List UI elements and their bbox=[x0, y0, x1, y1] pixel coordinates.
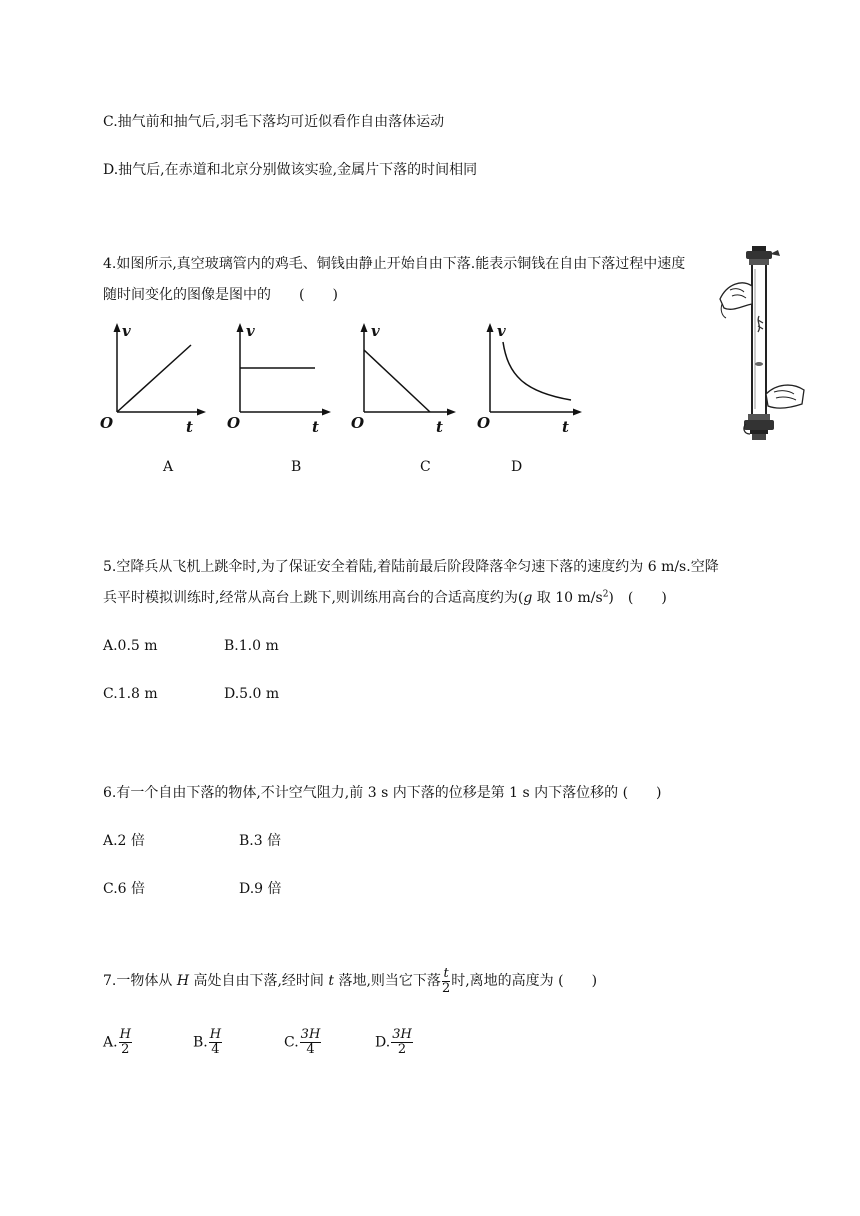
q5-line2-text-c: ) ( ) bbox=[608, 590, 667, 606]
q5-line2-text-a: 兵平时模拟训练时,经常从高台上跳下,则训练用高台的合适高度约为( bbox=[103, 590, 524, 606]
graph-c-t-label: t bbox=[436, 418, 443, 435]
q7-text-4: 时,离地的高度为 ( ) bbox=[451, 973, 598, 989]
q5-stem-line2 bbox=[103, 587, 667, 607]
graph-d-t-label: t bbox=[562, 418, 569, 435]
q7-text-1: 7.一物体从 bbox=[103, 973, 177, 989]
q5-option-b: B.1.0 m bbox=[224, 638, 279, 654]
graph-a-v-label: v bbox=[122, 322, 131, 340]
q7-option-b: B. $\frac{H}{4}$ bbox=[193, 1027, 222, 1057]
q5-line2-text-b: 取 10 m/s bbox=[532, 590, 603, 606]
q6-stem: 6.有一个自由下落的物体,不计空气阻力,前 3 s 内下落的位移是第 1 s 内下落位移的 ( ) bbox=[103, 785, 662, 801]
graph-c-curve bbox=[364, 350, 430, 412]
graph-label-d: D bbox=[511, 459, 523, 475]
q7-t-symbol: t bbox=[328, 973, 335, 989]
q7-option-a: A. $\frac{H}{2}$ bbox=[103, 1027, 131, 1057]
q6-option-b: B.3 倍 bbox=[239, 833, 282, 849]
q7-option-c: C. $\frac{3H}{4}$ bbox=[284, 1027, 321, 1057]
graph-c-origin-label: O bbox=[351, 414, 365, 432]
q7-fraction-t-over-2: $\frac{t}{2}$ bbox=[441, 965, 451, 996]
graph-a-curve bbox=[117, 345, 191, 412]
q4-stem-line2: 随时间变化的图像是图中的 ( ) bbox=[103, 287, 338, 303]
graph-d bbox=[476, 320, 586, 435]
q6-option-c: C.6 倍 bbox=[103, 881, 146, 897]
q5-stem-line1: 5.空降兵从飞机上跳伞时,为了保证安全着陆,着陆前最后阶段降落伞匀速下落的速度约为 6 m/s.空降 bbox=[103, 559, 719, 575]
q5-option-c: C.1.8 m bbox=[103, 686, 158, 702]
graph-d-origin-label: O bbox=[477, 414, 491, 432]
q5-option-d: D.5.0 m bbox=[224, 686, 280, 702]
graph-label-c: C bbox=[420, 459, 431, 475]
q7-text-3: 落地,则当它下落 bbox=[334, 973, 441, 989]
graph-label-b: B bbox=[291, 459, 302, 475]
q5-option-a: A.0.5 m bbox=[103, 638, 158, 654]
q7-stem bbox=[103, 966, 597, 996]
coin-icon bbox=[755, 362, 763, 366]
graph-b-v-label: v bbox=[246, 322, 255, 340]
graph-d-v-label: v bbox=[497, 322, 506, 340]
graph-b bbox=[225, 320, 335, 435]
vacuum-tube-illustration bbox=[712, 244, 810, 446]
q4-stem-line1: 4.如图所示,真空玻璃管内的鸡毛、铜钱由静止开始自由下落.能表示铜钱在自由下落过程中速度 bbox=[103, 256, 686, 272]
graph-b-t-label: t bbox=[312, 418, 319, 435]
graph-c bbox=[350, 320, 460, 435]
feather-icon bbox=[758, 316, 763, 332]
upper-hand-icon bbox=[720, 283, 752, 309]
graph-b-origin-label: O bbox=[227, 414, 241, 432]
q7-option-d: D. $\frac{3H}{2}$ bbox=[375, 1027, 412, 1057]
graph-c-v-label: v bbox=[371, 322, 380, 340]
q7-h-symbol: H bbox=[176, 973, 190, 989]
q6-option-d: D.9 倍 bbox=[239, 881, 282, 897]
q5-g-symbol: g bbox=[523, 590, 533, 606]
graph-d-curve bbox=[503, 342, 571, 400]
graph-label-a: A bbox=[163, 459, 174, 475]
q3-option-d: D.抽气后,在赤道和北京分别做该实验,金属片下落的时间相同 bbox=[103, 162, 478, 178]
q7-text-2: 高处自由下落,经时间 bbox=[189, 973, 329, 989]
q5-superscript: 2 bbox=[602, 589, 609, 600]
graph-a-t-label: t bbox=[186, 418, 193, 435]
q3-option-c: C.抽气前和抽气后,羽毛下落均可近似看作自由落体运动 bbox=[103, 114, 445, 130]
q6-option-a: A.2 倍 bbox=[103, 833, 145, 849]
graph-a-origin-label: O bbox=[100, 414, 114, 432]
graph-a bbox=[100, 320, 210, 435]
